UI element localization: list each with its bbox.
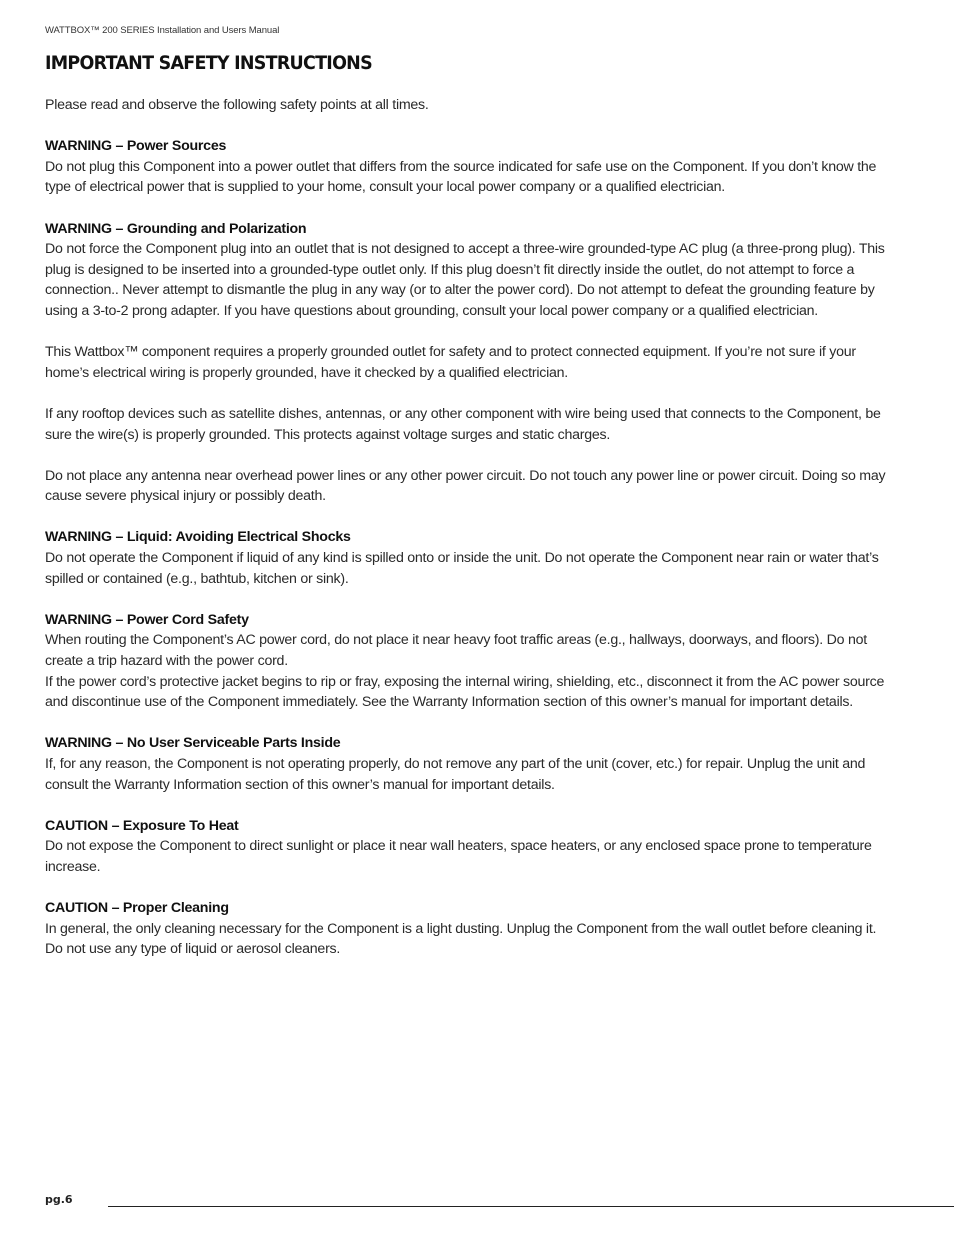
section-heading: WARNING – Liquid: Avoiding Electrical Shocks <box>45 529 351 546</box>
section-4 <box>45 733 890 795</box>
section-1 <box>45 219 890 322</box>
section-body-text: If any rooftop devices such as satellite dishes, antennas, or any other component with wire being used that connects to the Component, be sure the wire(s) is properly grounded. This protects against voltage surges and static charges. <box>45 405 881 443</box>
section-0 <box>45 136 890 198</box>
section-heading: WARNING – Grounding and Polarization <box>45 220 307 237</box>
section-heading: WARNING – Power Sources <box>45 138 227 155</box>
section-2 <box>45 527 890 589</box>
section-body-text: In general, the only cleaning necessary for the Component is a light dusting. Unplug the Component from the wall outlet before cleaning it. Do not use any type of liquid or aerosol cleaners. <box>45 920 877 958</box>
section-6 <box>45 898 890 960</box>
page-number: pg.6 <box>45 1193 73 1206</box>
page-title: IMPORTANT SAFETY INSTRUCTIONS <box>45 52 372 74</box>
footer-rule <box>108 1206 954 1207</box>
document-body <box>45 95 890 981</box>
section-paragraph <box>45 404 890 445</box>
section-3 <box>45 610 890 713</box>
section-body-text: If, for any reason, the Component is not operating properly, do not remove any part of the unit (cover, etc.) for repair. Unplug the unit and consult the Warranty Information section of this owner’s manual for important details. <box>45 756 866 793</box>
running-header: WATTBOX™ 200 SERIES Installation and Users Manual <box>45 25 280 36</box>
section-heading: CAUTION – Proper Cleaning <box>45 900 229 917</box>
section-body-text: Do not plug this Component into a power outlet that differs from the source indicated for safe use on the Component. If you don’t know the type of electrical power that is supplied to your home, consult your local power company or a qualified electrician. <box>45 158 877 196</box>
section-5 <box>45 816 890 878</box>
section-body-text: Do not expose the Component to direct sunlight or place it near wall heaters, space heaters, or any enclosed space prone to temperature increase. <box>45 838 872 875</box>
section-body-text: This Wattbox™ component requires a properly grounded outlet for safety and to protect connected equipment. If you’re not sure if your home’s electrical wiring is properly grounded, have it checked by a qualified electrician. <box>45 344 856 381</box>
section-body-text: Do not operate the Component if liquid of any kind is spilled onto or inside the unit. Do not operate the Component near rain or water that’s spilled or contained (e.g., bathtub, kitchen or sink). <box>45 550 879 587</box>
section-body-text: Do not force the Component plug into an outlet that is not designed to accept a three-wire grounded-type AC plug (a three-prong plug). This plug is designed to be inserted into a grounded-type outlet only. If this plug doesn’t fit directly inside the outlet, do not attempt to force a connection.. Never attempt to dismantle the plug in any way (or to alter the power cord). Do not attempt to defeat the grounding feature by using a 3-to-2 prong adapter. If you have questions about grounding, consult your local power company or a qualified electrician. <box>45 241 885 319</box>
section-paragraph <box>45 466 890 507</box>
section-heading: WARNING – No User Serviceable Parts Inside <box>45 735 341 752</box>
section-heading: WARNING – Power Cord Safety <box>45 611 249 628</box>
section-heading: CAUTION – Exposure To Heat <box>45 817 239 834</box>
section-paragraph <box>45 342 890 383</box>
intro-paragraph: Please read and observe the following safety points at all times. <box>45 97 429 113</box>
section-body-text: Do not place any antenna near overhead power lines or any other power circuit. Do not touch any power line or power circuit. Doing so may cause severe physical injury or possibly death. <box>45 467 886 505</box>
section-body-text: If the power cord’s protective jacket begins to rip or fray, exposing the internal wiring, shielding, etc., disconnect it from the AC power source and discontinue use of the Component immediately. See the Warranty Information section of this owner’s manual for important details. <box>45 673 885 711</box>
section-body-text: When routing the Component’s AC power cord, do not place it near heavy foot traffic areas (e.g., hallways, doorways, and floors). Do not create a trip hazard with the power cord. <box>45 632 867 670</box>
